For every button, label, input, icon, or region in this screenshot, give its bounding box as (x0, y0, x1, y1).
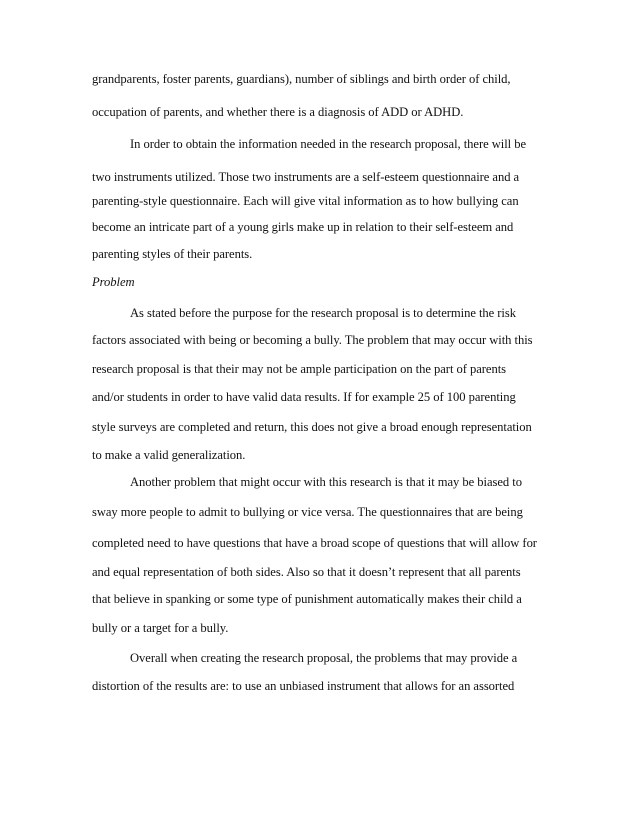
paragraph-line: parenting styles of their parents. (92, 247, 253, 261)
paragraph-line: completed need to have questions that have a broad scope of questions that will allow for (92, 536, 537, 550)
paragraph-line: and/or students in order to have valid data results. If for example 25 of 100 parenting (92, 390, 516, 404)
paragraph-line: and equal representation of both sides. Also so that it doesn’t represent that all parents (92, 565, 521, 579)
paragraph-line: factors associated with being or becoming a bully. The problem that may occur with this (92, 333, 533, 347)
paragraph-line: Overall when creating the research proposal, the problems that may provide a (130, 651, 518, 665)
paragraph-line: two instruments utilized. Those two instruments are a self-esteem questionnaire and a (92, 170, 520, 184)
paragraph-line: become an intricate part of a young girls make up in relation to their self-esteem and (92, 220, 514, 234)
paragraph-line: grandparents, foster parents, guardians), number of siblings and birth order of child, (92, 72, 511, 86)
paragraph-line: to make a valid generalization. (92, 448, 246, 462)
paragraph-line: In order to obtain the information needed in the research proposal, there will be (130, 137, 527, 151)
paragraph-line: occupation of parents, and whether there is a diagnosis of ADD or ADHD. (92, 105, 464, 119)
paragraph-line: that believe in spanking or some type of punishment automatically makes their child a (92, 592, 522, 606)
paragraph-line: bully or a target for a bully. (92, 621, 229, 635)
paragraph-line: parenting-style questionnaire. Each will give vital information as to how bullying can (92, 194, 519, 208)
paragraph-line: As stated before the purpose for the research proposal is to determine the risk (130, 306, 516, 320)
paragraph-line: style surveys are completed and return, this does not give a broad enough representation (92, 420, 532, 434)
section-heading: Problem (92, 275, 135, 289)
paragraph-line: distortion of the results are: to use an unbiased instrument that allows for an assorted (92, 679, 515, 693)
paragraph-line: Another problem that might occur with this research is that it may be biased to (130, 475, 522, 489)
paragraph-line: sway more people to admit to bullying or vice versa. The questionnaires that are being (92, 505, 523, 519)
paragraph-line: research proposal is that their may not be ample participation on the part of parents (92, 362, 507, 376)
